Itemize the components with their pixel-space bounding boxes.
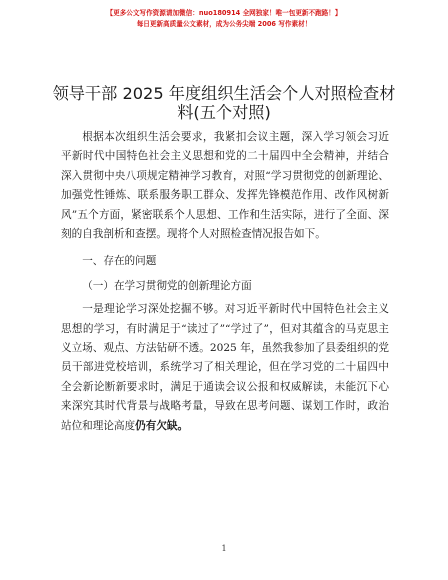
document-title	[40, 84, 408, 122]
page-number: 1	[221, 544, 227, 553]
section-heading-1: 一、存在的问题	[82, 255, 157, 268]
promo-banner	[0, 8, 448, 30]
intro-paragraph: 根据本次组织生活会要求，我紧扣会议主题，深入学习领会习近平新时代中国特色社会主义思想和党的二十届四中全会精神，并结合深入贯彻中央八项规定精神学习教育，对照“学习贯彻党的创新理论、加强党性锤炼、联系服务职工群众、发挥先锋模范作用、改作风树新风”五个方面，紧密联系个人思想、工作和生活实际，进行了全面、深刻的自我剖析和查摆。现将个人对照检查情况报告如下。	[61, 131, 389, 241]
promo-line-2: 每日更新高质量公文素材，成为公务尖端 2006 写作素材！	[136, 20, 312, 28]
subsection-heading-1: （一）在学习贯彻党的创新理论方面	[82, 279, 252, 292]
document-body	[61, 128, 389, 436]
promo-line-1: 【更多公文写作资源请加微信：nuo180914 全网独家！唯一包更新不跑路！】	[106, 9, 342, 17]
paragraph-emphasis: 仍有欠缺。	[135, 419, 189, 432]
title-line-1: 领导干部 2025 年度组织生活会个人对照检查材	[52, 84, 396, 103]
body-paragraph-1	[61, 300, 389, 436]
title-line-2: 料(五个对照)	[177, 103, 271, 122]
paragraph-text: 一是理论学习深处挖掘不够。对习近平新时代中国特色社会主义思想的学习，有时满足于“读过了”“学过了”，但对其蕴含的马克思主义立场、观点、方法钻研不透。2025 年，虽然我参加了县委组织的党员干部进党校培训，系统学习了相关理论，但在学习党的二十届四中全会新论断新要求时，满足于通读会议公报和权威解读，未能沉下心来深究其时代背景与战略考量，导致在思考问题、谋划工作时，政治站位和理论高度	[61, 303, 389, 432]
